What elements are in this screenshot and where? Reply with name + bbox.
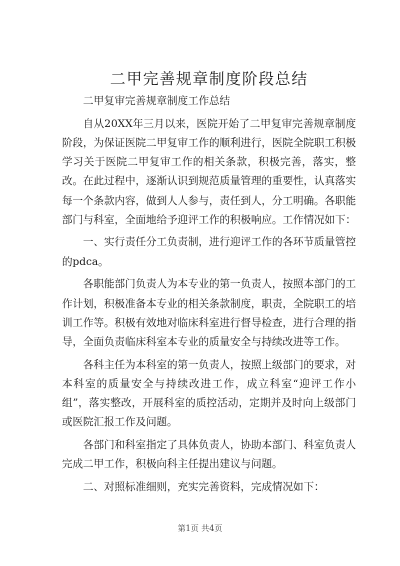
intro-paragraph: 自从20XX年三月以来，医院开始了二甲复审完善规章制度阶段，为保证医院二甲复审工作的顺利进行，医院全院职工积极学习关于医院二甲复审工作的相关条款，积极完善，落实，整改。在此过程中，逐渐认识到规范质量管理的重要性，认真落实每一个条款内容，做到人人参与，责任到人，分工明确。各职能部门与科室，全面地给予迎评工作的积极响应。工作情况如下： xyxy=(62,117,356,226)
document-title: 二甲完善规章制度阶段总结 xyxy=(109,70,308,88)
subtitle-paragraph: 二甲复审完善规章制度工作总结 xyxy=(83,95,230,107)
document-body xyxy=(62,92,356,501)
section-one-heading: 一、实行责任分工负责制，进行迎评工作的各环节质量管控的pdca。 xyxy=(62,236,356,268)
section-directors-paragraph: 各科主任为本科室的第一负责人，按照上级部门的要求，对本科室的质量安全与持续改进工作，成立科室“迎评工作小组”，落实整改，开展科室的质控活动，定期并及时向上级部门或医院汇报工作及问题。 xyxy=(62,358,356,429)
page-number-footer: 第1页 共4页 xyxy=(177,524,223,533)
section-two-heading: 二、对照标准细则，充实完善资料，完成情况如下： xyxy=(83,480,325,493)
designated-leaders-paragraph: 各部门和科室指定了具体负责人，协助本部门、科室负责人完成二甲工作，积极向科主任提出建议与问题。 xyxy=(62,438,356,471)
department-heads-paragraph: 各职能部门负责人为本专业的第一负责人，按照本部门的工作计划，积极准备本专业的相关条款制度，职责，全院职工的培训工作等。积极有效地对临床科室进行督导检查，进行合理的指导，全面负责临床科室本专业的质量安全与持续改进等工作。 xyxy=(62,278,356,348)
